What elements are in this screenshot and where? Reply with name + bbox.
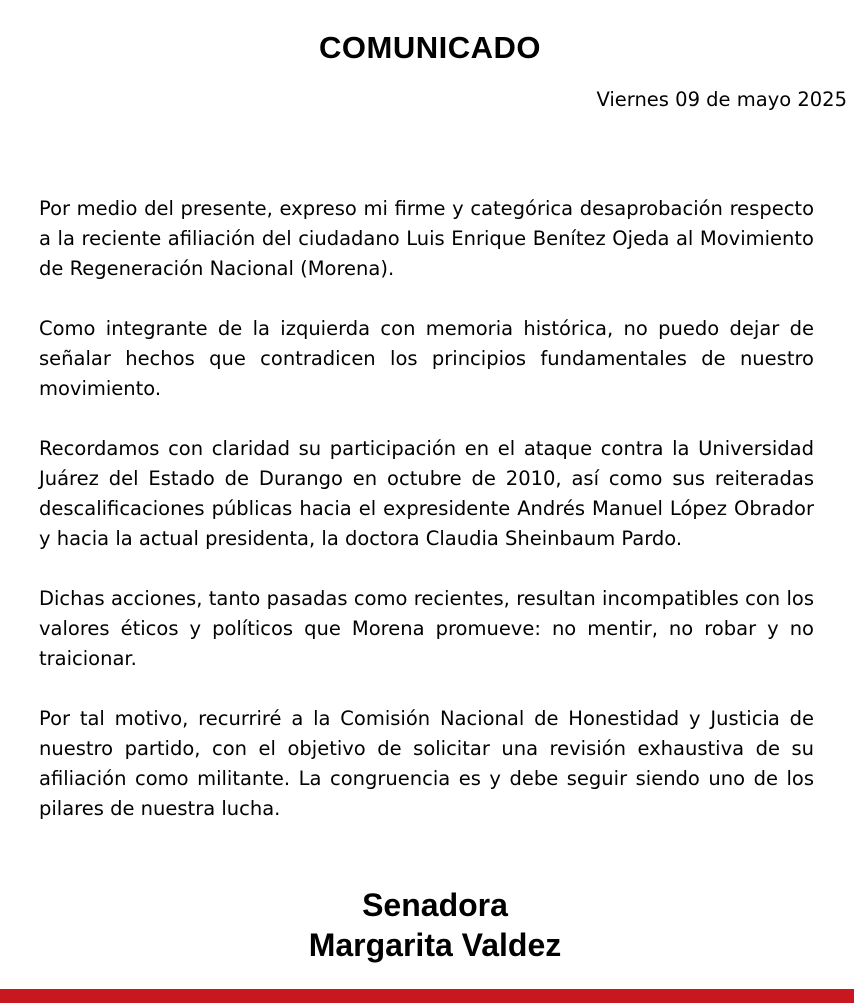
signature-title: Senadora bbox=[362, 887, 508, 923]
paragraph-2: Como integrante de la izquierda con memoria histórica, no puedo dejar de señalar hechos que contradicen los principios fundamentales de nuestro movimiento. bbox=[39, 317, 814, 400]
paragraph-3: Recordamos con claridad su participación en el ataque contra la Universidad Juárez del Estado de Durango en octubre de 2010, así como sus reiteradas descalificaciones públicas hacia el expresidente Andrés Manuel López Obrador y hacia la actual presidenta, la doctora Claudia Sheinbaum Pardo. bbox=[39, 437, 814, 550]
signature-name: Margarita Valdez bbox=[308, 927, 562, 963]
document-date: Viernes 09 de mayo 2025 bbox=[596, 88, 847, 111]
footer-bar bbox=[0, 989, 854, 1003]
paragraph-5: Por tal motivo, recurriré a la Comisión Nacional de Honestidad y Justicia de nuestro partido, con el objetivo de solicitar una revisión exhaustiva de su afiliación como militante. La congruencia es y debe seguir siendo uno de los pilares de nuestra lucha. bbox=[39, 707, 814, 820]
paragraph-1: Por medio del presente, expreso mi firme y categórica desaprobación respecto a la reciente afiliación del ciudadano Luis Enrique Benítez Ojeda al Movimiento de Regeneración Nacional (Morena). bbox=[39, 197, 814, 280]
paragraph-4: Dichas acciones, tanto pasadas como recientes, resultan incompatibles con los valores éticos y políticos que Morena promueve: no mentir, no robar y no traicionar. bbox=[39, 587, 814, 670]
document-title: COMUNICADO bbox=[319, 30, 541, 65]
signature-block bbox=[0, 885, 854, 965]
document-body bbox=[39, 194, 814, 854]
